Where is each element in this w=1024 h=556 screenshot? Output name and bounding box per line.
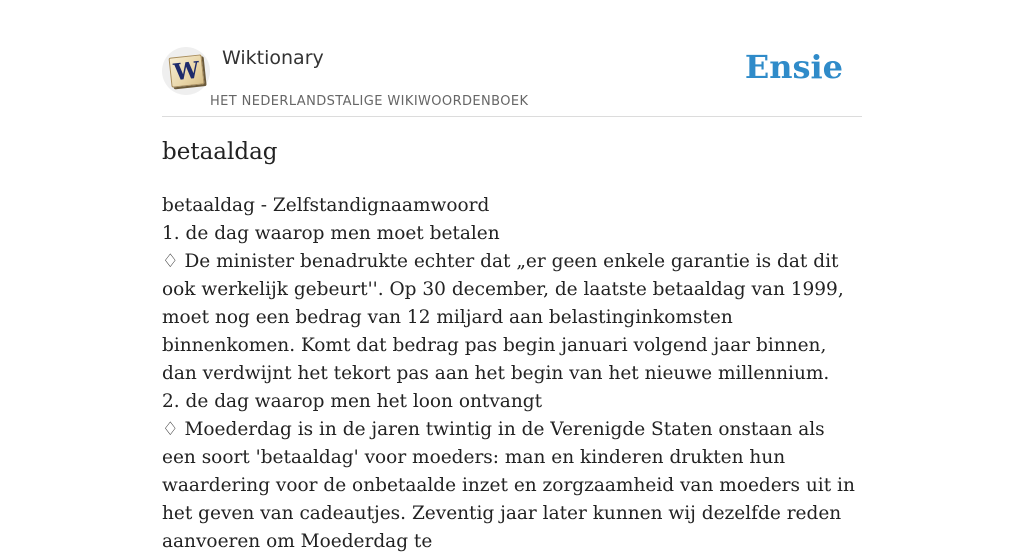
wiktionary-logo-icon: W (168, 54, 204, 87)
wiktionary-logo[interactable] (162, 47, 210, 95)
example-1: ♢ De minister benadrukte echter dat „er geen enkele garantie is dat dit ook werkelijk gebeurt''. Op 30 december, de laatste betaaldag van 1999, moet nog een bedrag van 12 miljard aan belastinginkomsten binnenkomen. Komt dat bedrag pas begin januari volgend jaar binnen, dan verdwijnt het tekort pas aan het begin van het nieuwe millennium. (162, 251, 844, 384)
definition-1: 1. de dag waarop men moet betalen (162, 223, 500, 244)
entry-content (162, 192, 862, 556)
example-2: ♢ Moederdag is in de jaren twintig in de Verenigde Staten onstaan als een soort 'betaaldag' voor moeders: man en kinderen drukten hun waardering voor de onbetaalde inzet en zorgzaamheid van moeders uit in het geven van cadeautjes. Zeventig jaar later kunnen wij dezelfde reden aanvoeren om Moederdag te (162, 419, 855, 552)
entry-title: betaaldag (162, 139, 278, 165)
ensie-brand-logo[interactable]: Ensie (744, 48, 843, 86)
entry-heading-line: betaaldag - Zelfstandignaamwoord (162, 195, 490, 216)
definition-2: 2. de dag waarop men het loon ontvangt (162, 391, 543, 412)
site-header (162, 42, 862, 117)
site-tagline: HET NEDERLANDSTALIGE WIKIWOORDENBOEK (210, 94, 529, 109)
site-name[interactable]: Wiktionary (222, 47, 324, 69)
